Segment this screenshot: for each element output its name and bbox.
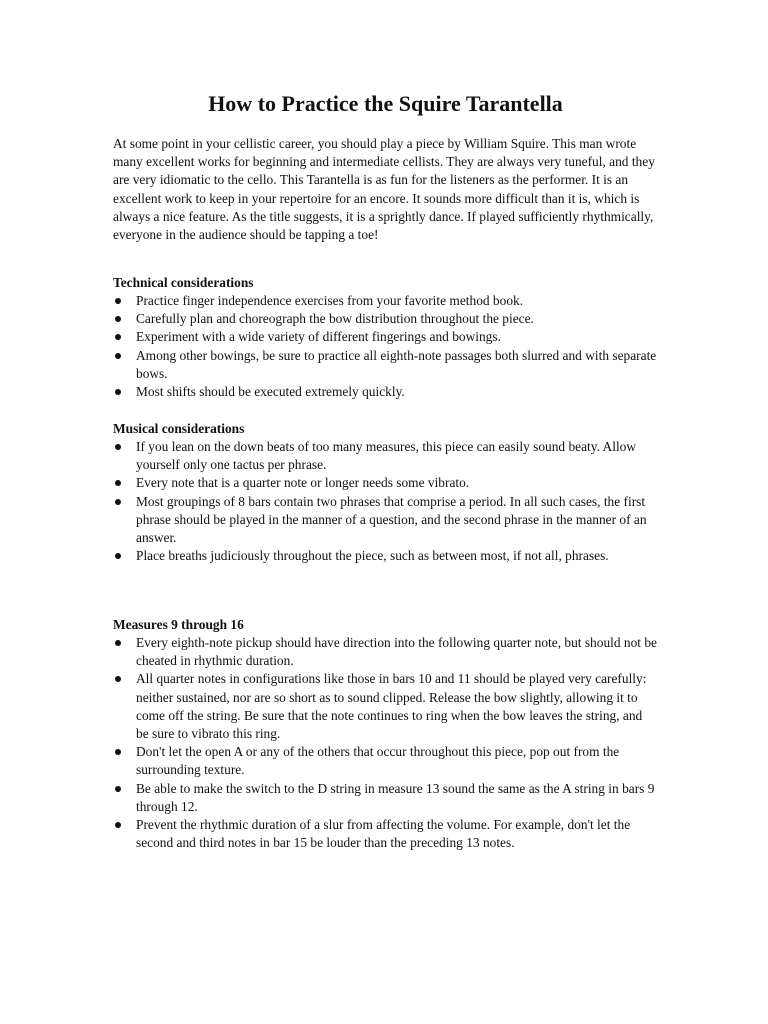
list-item-text: Every eighth-note pickup should have direction into the following quarter note, but should not be cheated in rhythmic duration.	[136, 635, 658, 669]
list-item	[113, 780, 658, 816]
list-item	[113, 474, 658, 492]
measures-section	[113, 616, 658, 852]
list-item	[113, 438, 658, 474]
bullet-icon	[115, 786, 121, 792]
list-item-text: Place breaths judiciously throughout the piece, such as between most, if not all, phrases.	[136, 548, 609, 564]
technical-list	[113, 292, 658, 401]
bullet-icon	[115, 389, 121, 395]
bullet-icon	[115, 822, 121, 828]
bullet-icon	[115, 334, 121, 340]
musical-list	[113, 438, 658, 565]
musical-section	[113, 420, 658, 565]
list-item-text: Every note that is a quarter note or longer needs some vibrato.	[136, 475, 470, 491]
technical-section	[113, 274, 658, 401]
bullet-icon	[115, 553, 121, 559]
list-item-text: Most shifts should be executed extremely quickly.	[136, 384, 405, 400]
list-item	[113, 743, 658, 779]
bullet-icon	[115, 749, 121, 755]
list-item-text: Most groupings of 8 bars contain two phrases that comprise a period. In all such cases, the first phrase should be played in the manner of a question, and the second phrase in the manner of an answer.	[136, 493, 647, 546]
list-item	[113, 493, 658, 548]
list-item-text: Don't let the open A or any of the others that occur throughout this piece, pop out from the surrounding texture.	[136, 744, 620, 778]
bullet-icon	[115, 353, 121, 359]
list-item-text: Carefully plan and choreograph the bow distribution throughout the piece.	[136, 311, 534, 327]
measures-heading: Measures 9 through 16	[113, 617, 244, 632]
list-item	[113, 670, 658, 743]
document-title: How to Practice the Squire Tarantella	[208, 91, 563, 116]
list-item	[113, 328, 658, 346]
list-item-text: All quarter notes in configurations like those in bars 10 and 11 should be played very carefully: neither sustained, nor are so short as to sound clipped. Release the bow slightly, allowing it to come off the string. Be sure that the note continues to ring when the bow leaves the string, and be sure to vibrato this ring.	[136, 671, 647, 742]
technical-heading: Technical considerations	[113, 275, 254, 290]
list-item	[113, 383, 658, 401]
list-item-text: Practice finger independence exercises from your favorite method book.	[136, 293, 524, 308]
list-item-text: Prevent the rhythmic duration of a slur from affecting the volume. For example, don't let the second and third notes in bar 15 be louder than the preceding 13 notes.	[136, 817, 631, 851]
list-item	[113, 292, 658, 310]
list-item	[113, 816, 658, 852]
list-item-text: Among other bowings, be sure to practice all eighth-note passages both slurred and with separate bows.	[136, 347, 657, 381]
list-item	[113, 347, 658, 383]
bullet-icon	[115, 640, 121, 646]
bullet-icon	[115, 298, 121, 304]
bullet-icon	[115, 316, 121, 322]
bullet-icon	[115, 480, 121, 486]
list-item	[113, 547, 658, 565]
list-item-text: If you lean on the down beats of too many measures, this piece can easily sound beaty. Allow yourself only one tactus per phrase.	[136, 439, 637, 473]
bullet-icon	[115, 499, 121, 505]
list-item-text: Be able to make the switch to the D string in measure 13 sound the same as the A string in bars 9 through 12.	[136, 780, 655, 814]
list-item	[113, 634, 658, 670]
musical-heading: Musical considerations	[113, 421, 245, 436]
list-item-text: Experiment with a wide variety of different fingerings and bowings.	[136, 329, 501, 345]
list-item	[113, 310, 658, 328]
bullet-icon	[115, 676, 121, 682]
intro-paragraph: At some point in your cellistic career, you should play a piece by William Squire. This man wrote many excellent works for beginning and intermediate cellists. They are always very tuneful, and they are very idiomatic to the cello. This Tarantella is as fun for the listeners as the performer. It is an excellent work to keep in your repertoire for an encore. It sounds more difficult than it is, which is always a nice feature. As the title suggests, it is a sprightly dance. If played sufficiently rhythmically, everyone in the audience should be tapping a toe!	[113, 136, 655, 243]
bullet-icon	[115, 444, 121, 450]
measures-list	[113, 634, 658, 852]
